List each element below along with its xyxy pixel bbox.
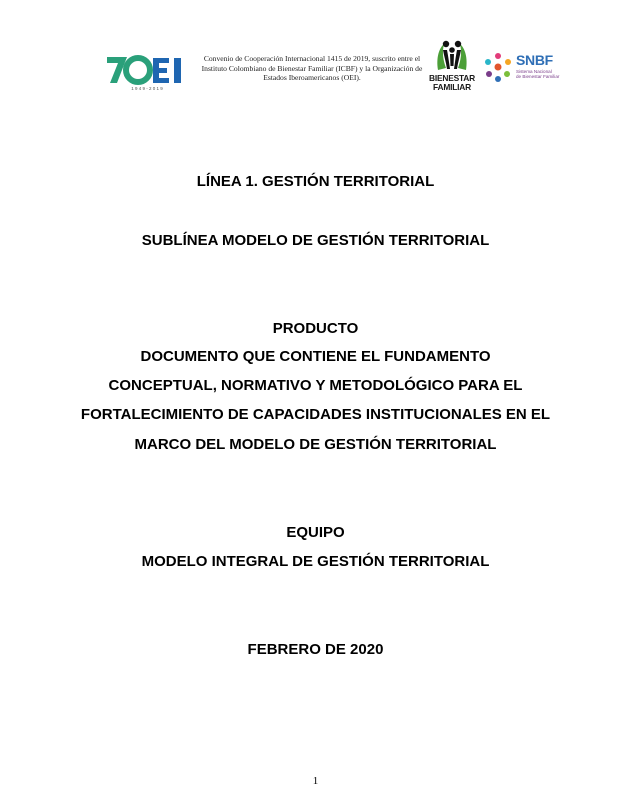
convenio-line: Instituto Colombiano de Bienestar Familiar (ICBF) y la Organización de: [201, 63, 423, 73]
snbf-acronym: SNBF: [516, 52, 553, 68]
producto-line: FORTALECIMIENTO DE CAPACIDADES INSTITUCIONALES EN EL: [80, 406, 551, 423]
convenio-text: [196, 54, 428, 83]
icbf-word-line1: BIENESTAR: [429, 73, 475, 83]
convenio-line: Convenio de Cooperación Internacional 1415 de 2019, suscrito entre el: [203, 54, 421, 63]
oei-logo: [105, 52, 189, 92]
producto-line: CONCEPTUAL, NORMATIVO Y METODOLÓGICO PARA EL: [108, 377, 523, 394]
linea-title: LÍNEA 1. GESTIÓN TERRITORIAL: [196, 173, 435, 190]
snbf-subtitle-line2: de Bienestar Familiar: [516, 74, 560, 79]
producto-line: MARCO DEL MODELO DE GESTIÓN TERRITORIAL: [134, 436, 497, 453]
equipo-name: MODELO INTEGRAL DE GESTIÓN TERRITORIAL: [141, 553, 490, 570]
producto-line: DOCUMENTO QUE CONTIENE EL FUNDAMENTO: [140, 348, 491, 365]
snbf-logo: [483, 50, 563, 84]
icbf-word-line2: FAMILIAR: [433, 82, 471, 92]
producto-label: PRODUCTO: [272, 320, 359, 337]
icbf-logo: [426, 38, 478, 94]
sublinea-title: SUBLÍNEA MODELO DE GESTIÓN TERRITORIAL: [141, 232, 490, 249]
snbf-subtitle-line1: Sistema Nacional: [516, 69, 552, 74]
equipo-label: EQUIPO: [286, 524, 345, 541]
family-emblem-icon: [434, 38, 470, 72]
oei-logo-mark: [105, 52, 189, 92]
page-number: 1: [312, 775, 319, 787]
convenio-line: Estados Iberoamericanos (OEI).: [263, 73, 361, 83]
snbf-people-icon: [483, 52, 513, 82]
page-header: [0, 0, 631, 110]
document-date: FEBRERO DE 2020: [247, 641, 384, 658]
oei-years: 1 9 4 9 - 2 0 1 9: [131, 86, 163, 91]
